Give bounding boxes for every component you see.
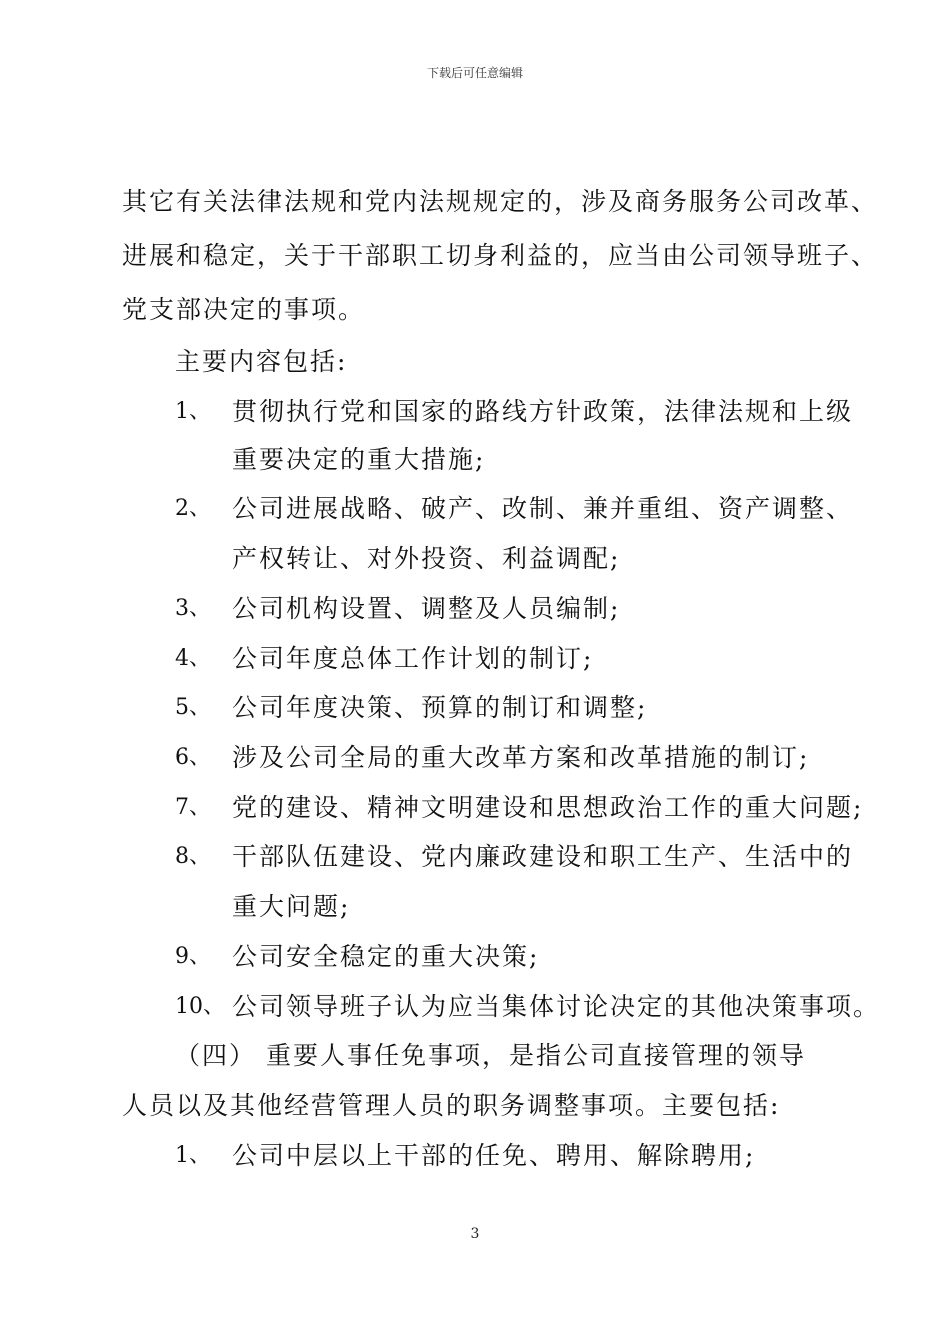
item-9-line-1: 公司安全稳定的重大决策; [232, 942, 540, 971]
item-2-line-1: 公司进展战略、破产、改制、兼并重组、资产调整、 [232, 494, 854, 523]
item-1-line-1: 贯彻执行党和国家的路线方针政策，法律法规和上级 [232, 397, 854, 426]
intro-line-3: 党支部决定的事项。 [122, 295, 366, 324]
item-8-line-2: 重大问题; [232, 892, 351, 921]
item-4-number: 4、 [175, 646, 211, 671]
item-3-number: 3、 [175, 596, 211, 621]
item-7-number: 7、 [175, 795, 211, 820]
item-6-number: 6、 [175, 745, 211, 770]
item-5-number: 5、 [175, 695, 211, 720]
section-4-line-2: 人员以及其他经营管理人员的职务调整事项。主要包括: [122, 1091, 781, 1120]
section-4-item-1-number: 1、 [175, 1143, 211, 1168]
item-9-number: 9、 [175, 944, 211, 969]
section-4-line-1: （四） 重要人事任免事项，是指公司直接管理的领导 [175, 1041, 806, 1070]
item-5-line-1: 公司年度决策、预算的制订和调整; [232, 693, 648, 722]
intro-line-2: 进展和稳定，关于干部职工切身利益的，应当由公司领导班子、 [122, 241, 879, 270]
item-3-line-1: 公司机构设置、调整及人员编制; [232, 594, 621, 623]
item-2-line-2: 产权转让、对外投资、利益调配; [232, 544, 621, 573]
item-4-line-1: 公司年度总体工作计划的制订; [232, 644, 594, 673]
page-number: 3 [470, 1226, 480, 1242]
item-8-line-1: 干部队伍建设、党内廉政建设和职工生产、生活中的 [232, 842, 854, 871]
item-8-number: 8、 [175, 844, 211, 869]
item-1-number: 1、 [175, 399, 211, 424]
item-10-line-1: 公司领导班子认为应当集体讨论决定的其他决策事项。 [232, 992, 881, 1021]
item-7-line-1: 党的建设、精神文明建设和思想政治工作的重大问题; [232, 793, 864, 822]
item-6-line-1: 涉及公司全局的重大改革方案和改革措施的制订; [232, 743, 810, 772]
section-4-item-1-line: 公司中层以上干部的任免、聘用、解除聘用; [232, 1141, 756, 1170]
intro-line-1: 其它有关法律法规和党内法规规定的，涉及商务服务公司改革、 [122, 187, 879, 216]
item-10-number: 10、 [175, 994, 225, 1019]
main-content-label: 主要内容包括: [175, 347, 348, 376]
page-header: 下载后可任意编辑 [426, 66, 523, 80]
item-1-line-2: 重要决定的重大措施; [232, 445, 486, 474]
item-2-number: 2、 [175, 496, 211, 521]
